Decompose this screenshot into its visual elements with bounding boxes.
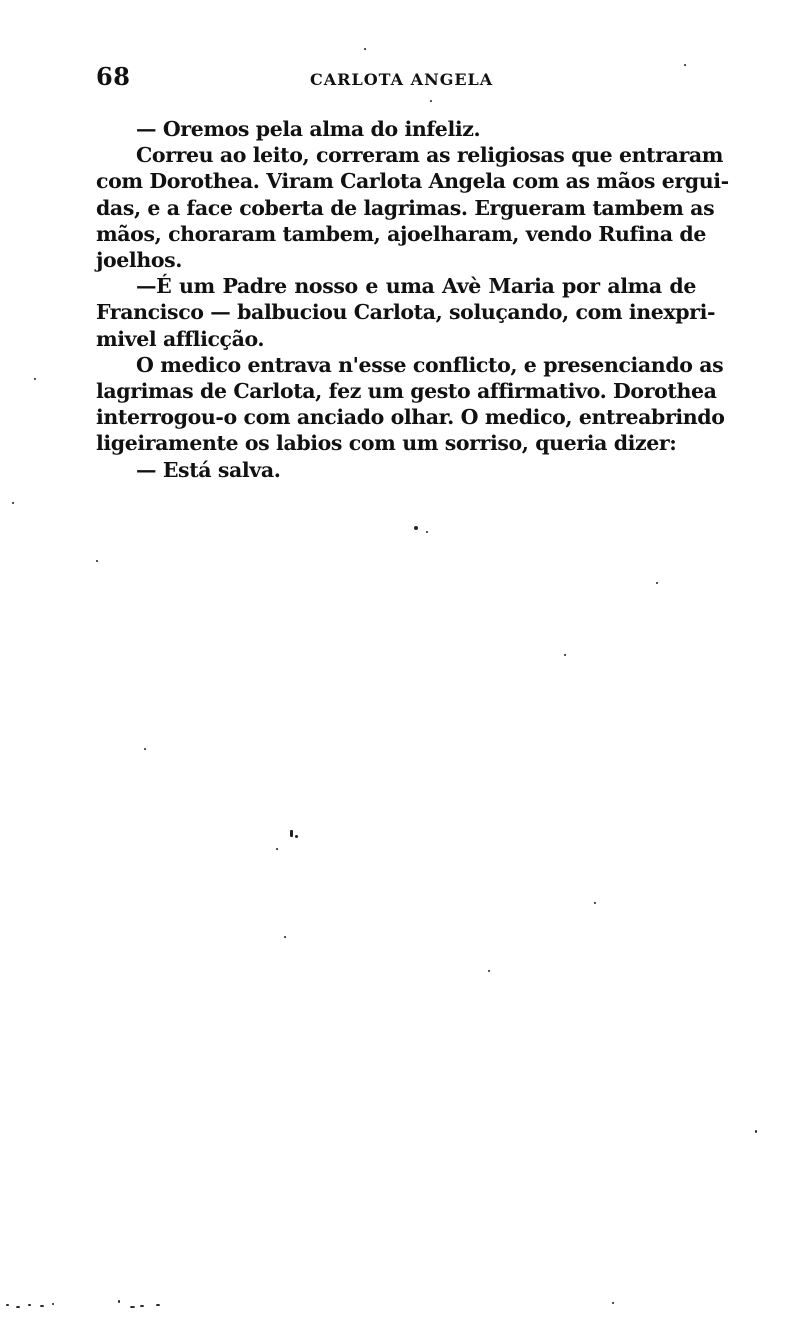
scan-speck [430,100,432,102]
text-line: lagrimas de Carlota, fez um gesto affirmativo. Dorothea [96,379,717,404]
scan-speck [684,64,686,66]
scan-speck [364,48,366,50]
text-line: Correu ao leito, correram as religiosas que entraram [136,143,724,168]
scan-speck [284,936,286,938]
scan-speck [130,1306,135,1308]
scan-speck [118,1300,120,1303]
scan-speck [144,748,146,750]
text-line: interrogou-o com anciado olhar. O medico, entreabrindo [96,405,725,430]
text-line: — Oremos pela alma do infeliz. [136,117,481,141]
text-line: mivel afflicção. [96,326,265,351]
text-line: Francisco — balbuciou Carlota, soluçando, com inexpri- [96,300,716,325]
scan-speck [6,1304,9,1306]
text-line: joelhos. [96,248,182,273]
scan-speck [564,654,566,656]
text-line: — Está salva. [136,457,281,482]
scan-speck [594,902,596,904]
text-line: mãos, choraram tambem, ajoelharam, vendo Rufina de [96,221,706,246]
running-title: CARLOTA ANGELA [310,70,494,89]
page-number: 68 [96,62,131,91]
text-line: ligeiramente os labios com um sorriso, queria dizer: [96,431,677,456]
scan-speck [426,531,428,533]
scan-speck [156,1304,160,1306]
scan-speck [276,848,278,850]
scan-speck [34,378,36,380]
scan-speck [52,1303,54,1305]
scan-speck [140,1305,144,1307]
scan-speck [295,835,298,838]
scan-speck [414,526,418,530]
scan-speck [28,1304,31,1306]
text-line: —É um Padre nosso e uma Avè Maria por alma de [136,274,696,299]
scan-speck [612,1302,614,1304]
scan-speck [16,1306,20,1308]
text-line: O medico entrava n'esse conflicto, e presenciando as [136,352,724,377]
scan-speck [755,1130,757,1133]
scan-speck [656,582,658,584]
scan-speck [290,830,293,837]
scan-speck [12,502,14,504]
scan-speck [40,1305,44,1307]
body-text [96,116,729,483]
text-line: com Dorothea. Viram Carlota Angela com as mãos ergui- [96,169,729,194]
text-line: das, e a face coberta de lagrimas. Ergueram tambem as [96,195,715,220]
scan-speck [488,970,490,972]
scan-speck [96,560,98,562]
